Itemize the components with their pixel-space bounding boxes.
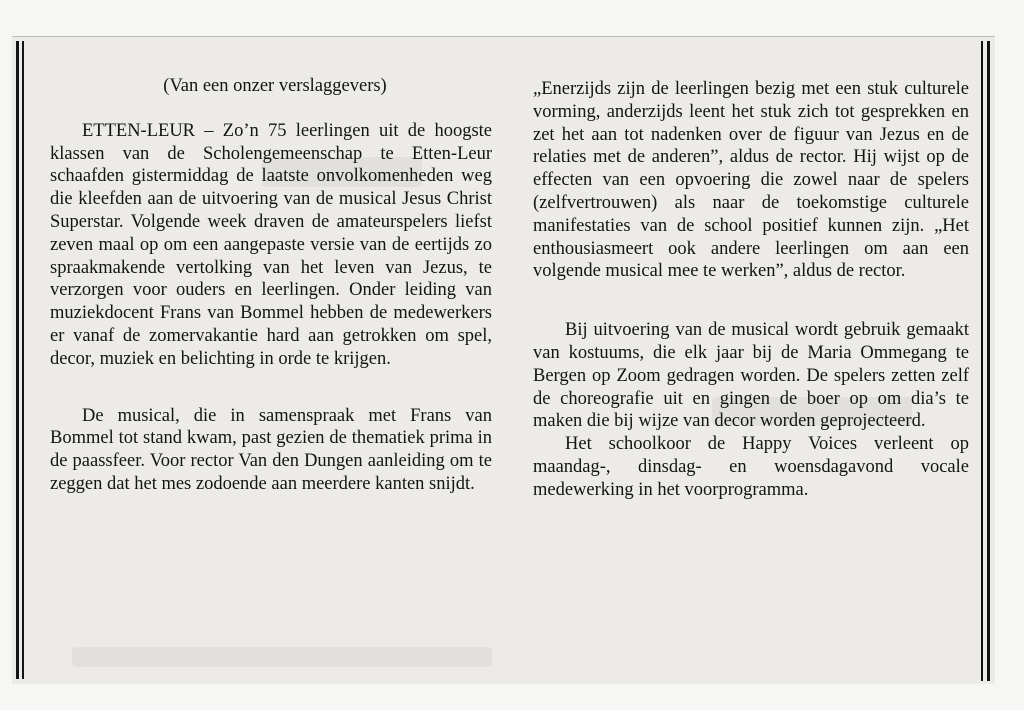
right-border-rule-inner [981, 41, 983, 681]
article-paragraph: Het schoolkoor de Happy Voices verleent op maandag-, dinsdag- en woensdagavond vocale medewerking in het voorprogramma. [533, 434, 969, 500]
article-paragraph: ETTEN-LEUR – Zo’n 75 leerlingen uit de hoogste klassen van de Scholengemeenschap te Etten-Leur schaafden gistermiddag de laatste onvolkomenheden weg die kleefden aan de uitvoering van de musical Jesus Christ Superstar. Volgende week draven de amateurspelers liefst zeven maal op om een aangepaste versie van de eertijds zo spraakmakende vertolking van het leven van Jezus, te verzorgen voor ouders en leerlingen. Onder leiding van muziekdocent Frans van Bommel hebben de medewerkers er vanaf de zomervakantie hard aan getrokken om spel, decor, muziek en belichting in orde te krijgen. [50, 120, 492, 369]
article-left-column [50, 75, 492, 496]
right-border-rule-outer [987, 41, 990, 681]
article-paragraph: De musical, die in samenspraak met Frans van Bommel tot stand kwam, past gezien de thematiek prima in de paassfeer. Voor rector Van den Dungen aanleiding om te zeggen dat het mes zodoende aan meerdere kanten snijdt. [50, 405, 492, 494]
article-paragraph: „Enerzijds zijn de leerlingen bezig met een stuk culturele vorming, anderzijds leent het stuk zich tot gesprekken en zet het aan tot nadenken over de figuur van Jezus en de relaties met de anderen”, aldus de rector. Hij wijst op de effecten van een opvoering die zowel naar de spelers (zelfvertrouwen) als naar de toekomstige culturele manifestaties van de school positief kunnen zijn. „Het enthousiasmeert ook andere leerlingen om aan een volgende musical mee te werken”, aldus de rector. [533, 79, 969, 282]
article-right-column [533, 78, 969, 502]
paragraph-gap [533, 283, 969, 319]
print-bleed-mark [72, 647, 492, 667]
left-border-rule-outer [16, 41, 19, 679]
article-paragraph: Bij uitvoering van de musical wordt gebruik gemaakt van kostuums, die elk jaar bij de Maria Ommegang te Bergen op Zoom gedragen worden. De spelers zetten zelf de choreografie uit en gingen de boer op om dia’s te maken die bij wijze van decor worden geprojecteerd. [533, 320, 969, 432]
left-border-rule-inner [22, 41, 24, 679]
article-byline: (Van een onzer verslaggevers) [163, 76, 387, 96]
paragraph-gap [50, 371, 492, 405]
newspaper-clipping [12, 36, 995, 684]
